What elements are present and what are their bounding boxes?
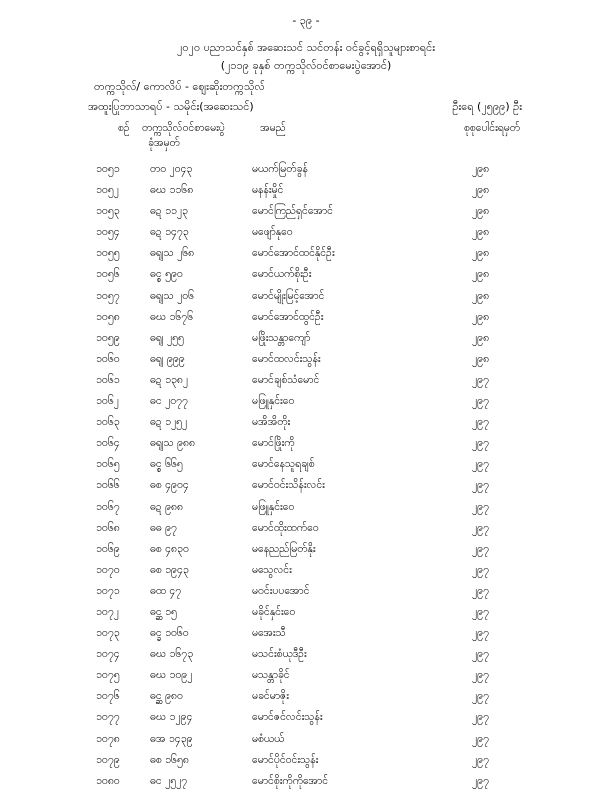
total-mark: ၂၉၇ bbox=[472, 711, 489, 724]
table-row bbox=[0, 307, 612, 328]
page-number: - ၃၉ - bbox=[292, 14, 320, 27]
row-number: ၁၀၈၀ bbox=[96, 774, 120, 787]
row-number: ၁၀၇၈ bbox=[96, 732, 120, 745]
roll-number: ဓဃ ၁၁၆၈ bbox=[150, 184, 194, 197]
row-number: ၁၀၅၁ bbox=[96, 163, 120, 175]
row-number: ၁၀၇၄ bbox=[96, 648, 120, 661]
row-number: ၁၀၆၆ bbox=[96, 479, 120, 492]
table-row bbox=[0, 201, 612, 222]
student-name: မခိုင်နှင်းဝေ bbox=[252, 605, 296, 618]
total-mark: ၂၉၇ bbox=[472, 563, 489, 576]
table-row bbox=[0, 286, 612, 307]
row-number: ၁၀၅၄ bbox=[96, 226, 120, 239]
table-row bbox=[0, 644, 612, 665]
student-name: မောင်ဖြိုးကို bbox=[252, 437, 295, 450]
total-mark: ၂၉၇ bbox=[472, 627, 489, 640]
table-row bbox=[0, 222, 612, 243]
table-row bbox=[0, 391, 612, 412]
roll-number: ဓထ ၄၇ bbox=[150, 584, 182, 597]
roll-number: ဓဃ ၁၂၉၄ bbox=[150, 711, 193, 724]
roll-number: ဓစ ၄၉၀၄ bbox=[150, 479, 189, 492]
table-row bbox=[0, 771, 612, 792]
roll-number: ဓဓ ၉၇ bbox=[150, 521, 177, 534]
student-name: မောင်အောင်ထင်နိုင်ဦး bbox=[252, 247, 335, 260]
total-mark: ၂၉၇ bbox=[472, 458, 489, 471]
total-mark: ၂၉၈ bbox=[472, 352, 490, 365]
roll-number: ဓဃ ၁၆၇၆ bbox=[150, 310, 194, 323]
row-number: ၁၀၆၂ bbox=[96, 395, 119, 408]
total-mark: ၂၉၇ bbox=[472, 648, 489, 661]
student-name: မောင်ကြည်ရှင်အောင် bbox=[252, 205, 333, 218]
roll-number: ဓင ၂၀၇၇ bbox=[150, 395, 188, 408]
total-count: ဦးရေ (၂၅၉၉) ဦး bbox=[452, 100, 522, 113]
roll-number: ဓစ ၁၉၄၃ bbox=[150, 563, 189, 576]
university-heading: တက္ကသိုလ်/ ကောလိပ် - ဈေးဆိုးတက္ကသိုလ် bbox=[94, 80, 265, 93]
roll-number: ဓဍ ၁၃၈၂ bbox=[150, 373, 189, 386]
total-mark: ၂၉၈ bbox=[472, 268, 490, 281]
column-header-name: အမည် bbox=[260, 122, 286, 134]
student-name: မောင်ချစ်သံမောင် bbox=[252, 373, 320, 386]
table-row bbox=[0, 243, 612, 264]
roll-number: ဓင ၂၅၂၇ bbox=[150, 774, 188, 787]
table-row bbox=[0, 686, 612, 707]
column-header-roll: တက္ကသိုလ်ဝင်စာမေးပွဲ bbox=[142, 122, 225, 134]
roll-number: ဓဃ ၁၆၇၃ bbox=[150, 648, 194, 661]
table-row bbox=[0, 750, 612, 771]
total-mark: ၂၉၇ bbox=[472, 416, 489, 429]
student-name: မောင်နေသူရချစ် bbox=[252, 458, 315, 471]
row-number: ၁၀၇၁ bbox=[96, 584, 120, 597]
roll-number: ဓရျ ၂၅၅ bbox=[150, 331, 184, 344]
total-mark: ၂၉၇ bbox=[472, 774, 489, 787]
roll-number: ဓင္ဆ ၉၈၀ bbox=[150, 690, 183, 703]
row-number: ၁၀၇၀ bbox=[96, 563, 120, 576]
table-row bbox=[0, 581, 612, 602]
table-row bbox=[0, 433, 612, 454]
row-number: ၁၀၅၃ bbox=[96, 205, 120, 218]
row-number: ၁၀၇၉ bbox=[96, 753, 120, 766]
total-mark: ၂၉၈ bbox=[472, 205, 490, 218]
student-name: မောင်ယက်စိုးဦး bbox=[252, 268, 312, 281]
row-number: ၁၀၆၃ bbox=[96, 416, 120, 429]
table-row bbox=[0, 454, 612, 475]
roll-number: ဓင္ခ ၁၀၆၀ bbox=[150, 627, 189, 640]
row-number: ၁၀၆၀ bbox=[96, 352, 120, 365]
row-number: ၁၀၆၈ bbox=[96, 521, 120, 534]
roll-number: ဓရျသ ၂၀၆ bbox=[150, 289, 195, 302]
roll-number: ဓရျသ ၉၈၈ bbox=[150, 437, 195, 450]
roll-number: ဓင္ဆ ၁၅ bbox=[150, 605, 177, 618]
student-name: မောင်ထိုးထက်ဝေ bbox=[252, 521, 319, 534]
student-name: မဖြူနှင်းဝေ bbox=[252, 500, 295, 513]
roll-number: ဓရျသ ၂၆၈ bbox=[150, 247, 195, 260]
row-number: ၁၀၅၅ bbox=[96, 247, 120, 260]
total-mark: ၂၉၇ bbox=[472, 373, 489, 386]
total-mark: ၂၉၇ bbox=[472, 479, 489, 492]
roll-number: ဓဃ ၁၀၉၂ bbox=[150, 669, 193, 682]
student-name: မောင်ဝင်းသိန်းလင်း bbox=[252, 479, 325, 492]
total-mark: ၂၉၇ bbox=[472, 584, 489, 597]
results-table bbox=[0, 159, 612, 792]
document-subtitle: (၂၁၁၉ ခုနှစ် တက္ကသိုလ်ဝင်စာမေးပွဲအောင်) bbox=[220, 59, 392, 72]
row-number: ၁၀၅၈ bbox=[96, 310, 120, 323]
table-row bbox=[0, 497, 612, 518]
table-row bbox=[0, 264, 612, 285]
table-row bbox=[0, 707, 612, 728]
student-name: မစံယယ် bbox=[252, 732, 285, 745]
total-mark: ၂၉၇ bbox=[472, 542, 489, 555]
table-row bbox=[0, 729, 612, 750]
table-row bbox=[0, 518, 612, 539]
total-mark: ၂၉၇ bbox=[472, 605, 489, 618]
row-number: ၁၀၅၉ bbox=[96, 331, 120, 344]
row-number: ၁၀၅၆ bbox=[96, 268, 120, 281]
row-number: ၁၀၆၄ bbox=[96, 437, 120, 450]
total-mark: ၂၉၇ bbox=[472, 395, 489, 408]
student-name: မသွေလင်း bbox=[252, 563, 292, 576]
row-number: ၁၀၆၉ bbox=[96, 542, 120, 555]
row-number: ၁၀၇၅ bbox=[96, 669, 120, 682]
roll-number: ဓရျ ၉၉၉ bbox=[150, 352, 185, 365]
student-name: မောင်မျိုးမြင့်အောင် bbox=[252, 289, 325, 302]
table-row bbox=[0, 539, 612, 560]
roll-number: ဓဍ ၁၁၂၃ bbox=[150, 205, 188, 218]
roll-number: ဓင္စ ၅၉၀ bbox=[150, 268, 183, 281]
table-row bbox=[0, 349, 612, 370]
student-name: မဖြူနှင်းဝေ bbox=[252, 395, 295, 408]
roll-number: ဓင္စ ၆၆၅ bbox=[150, 458, 183, 471]
total-mark: ၂၉၇ bbox=[472, 669, 489, 682]
table-row bbox=[0, 665, 612, 686]
student-name: မောင်ဇင်လင်းသွန်း bbox=[252, 711, 323, 724]
table-row bbox=[0, 159, 612, 180]
student-name: မယက်မြတ်ခွန် bbox=[252, 163, 308, 175]
total-mark: ၂၉၇ bbox=[472, 732, 489, 745]
roll-number: ဓဍ ၁၂၅၂ bbox=[150, 416, 188, 429]
row-number: ၁၀၅၇ bbox=[96, 289, 120, 302]
student-name: မသန္တာခိုင် bbox=[252, 669, 290, 682]
student-name: မအေးသီ bbox=[252, 627, 286, 640]
row-number: ၁၀၅၂ bbox=[96, 184, 119, 197]
column-header-mark: စုစုပေါင်းရမှတ် bbox=[463, 122, 520, 134]
student-name: မခင်မာဇိုး bbox=[252, 690, 289, 703]
student-name: မအိအိတိုး bbox=[252, 416, 291, 429]
row-number: ၁၀၇၇ bbox=[96, 711, 120, 724]
table-row bbox=[0, 602, 612, 623]
roll-number: ဓဍ ၉၈၈ bbox=[150, 500, 183, 513]
document-title: ၂၀၂၀ ပညာသင်နှစ် အဆေးသင် သင်တန်း ဝင်ခွင့်ရရှိသူများစာရင်း bbox=[176, 41, 436, 54]
row-number: ၁၀၆၅ bbox=[96, 458, 120, 471]
total-mark: ၂၉၇ bbox=[472, 521, 489, 534]
student-name: မောင်ထလင်းသွန်း bbox=[252, 352, 321, 365]
student-name: မောင်အောင်ထွင်ဦး bbox=[252, 310, 324, 323]
table-row bbox=[0, 412, 612, 433]
table-row bbox=[0, 475, 612, 496]
table-row bbox=[0, 623, 612, 644]
total-mark: ၂၉၇ bbox=[472, 500, 489, 513]
total-mark: ၂၉၈ bbox=[472, 289, 490, 302]
student-name: မောင်စိုးကိုကိုအောင် bbox=[252, 774, 329, 787]
row-number: ၁၀၇၂ bbox=[96, 605, 119, 618]
roll-number: ဓအ ၁၄၃၉ bbox=[150, 732, 193, 745]
row-number: ၁၀၇၃ bbox=[96, 627, 120, 640]
total-mark: ၂၉၇ bbox=[472, 753, 489, 766]
student-name: မဝင်းပပအောင် bbox=[252, 584, 310, 597]
total-mark: ၂၉၈ bbox=[472, 184, 490, 197]
student-name: မနေညည်မြတ်နိုး bbox=[252, 542, 316, 555]
total-mark: ၂၉၇ bbox=[472, 690, 489, 703]
student-name: မနန်းမှိုင် bbox=[252, 184, 284, 197]
row-number: ၁၀၆၁ bbox=[96, 373, 120, 386]
roll-number: ဓစ ၁၆၅၈ bbox=[150, 753, 189, 766]
student-name: မောင်ပိုင်ဝင်းသွန်း bbox=[252, 753, 319, 766]
roll-number: တဝ ၂၀၄၃ bbox=[150, 163, 193, 175]
student-name: မဖြိုးသန္တာကျော် bbox=[252, 331, 311, 344]
column-header-roll-line2: ခုံအမှတ် bbox=[148, 137, 180, 149]
roll-number: ဓစ ၄၈၃၀ bbox=[150, 542, 189, 555]
table-row bbox=[0, 180, 612, 201]
roll-number: ဓဍ ၁၄၇၃ bbox=[150, 226, 189, 239]
total-mark: ၂၉၈ bbox=[472, 163, 490, 175]
row-number: ၁၀၇၆ bbox=[96, 690, 120, 703]
total-mark: ၂၉၈ bbox=[472, 247, 490, 260]
table-row bbox=[0, 328, 612, 349]
total-mark: ၂၉၈ bbox=[472, 310, 490, 323]
row-number: ၁၀၆၇ bbox=[96, 500, 120, 513]
student-name: မသင်းစံယုဒီဦး bbox=[252, 648, 307, 661]
column-header-no: စဉ် bbox=[118, 122, 130, 134]
table-row bbox=[0, 370, 612, 391]
total-mark: ၂၉၇ bbox=[472, 437, 489, 450]
total-mark: ၂၉၈ bbox=[472, 226, 490, 239]
table-row bbox=[0, 560, 612, 581]
subject-heading: အထူးပြုဘာသာရပ် - သမိုင်း(အဆေးသင်) bbox=[88, 100, 254, 113]
student-name: မဖျော်နုဝေ bbox=[252, 226, 293, 239]
total-mark: ၂၉၈ bbox=[472, 331, 490, 344]
